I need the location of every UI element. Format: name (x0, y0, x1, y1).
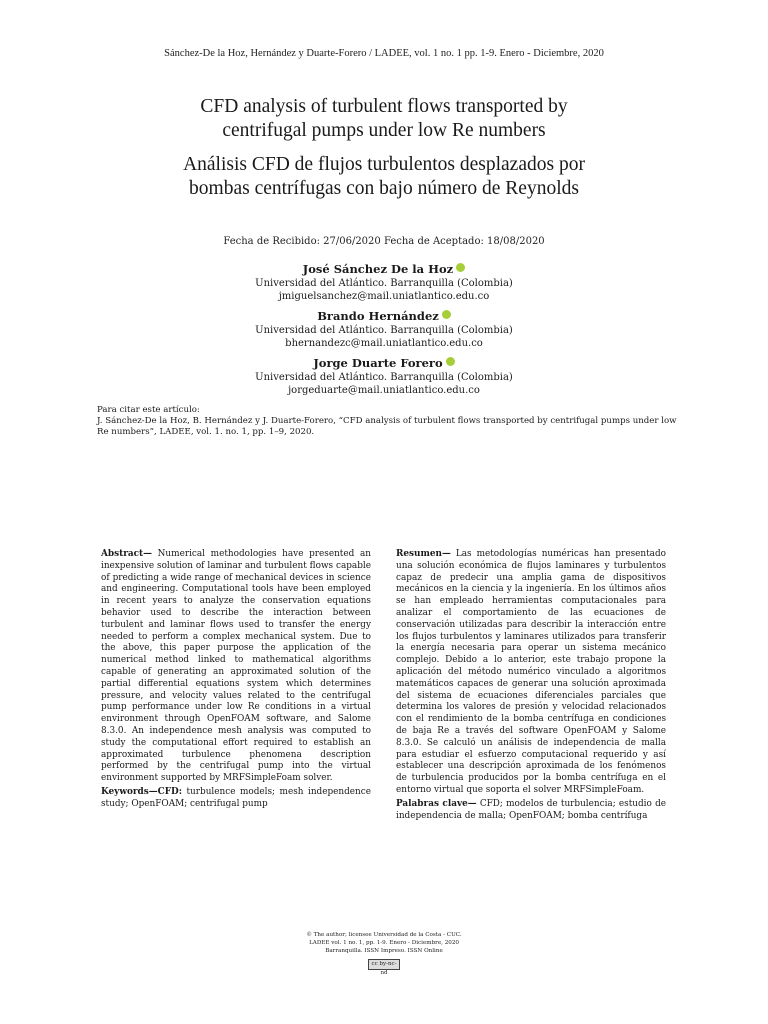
title-english (60, 95, 708, 143)
abstract-body: Numerical methodologies have presented an inexpensive solution of laminar and turbulent flows capable of predicting a wide range of mechanical devices in science and engineering. Computational tools have been employed in recent years to analyze the conservation equations behavior used to describe the interaction between turbulent and laminar flows used to transfer the energy needed to perform a complex mechanical system. Due to the above, this paper purpose the application of the numerical method linked to mathematical algorithms capable of generating an approximated solution of the partial differential equations system which determines pressure, and velocity values related to the centrifugal pump performance under low Re conditions in a virtual environment through OpenFOAM software, and Salome 8.3.0. An independence mesh analysis was computed to study the computational effort required to establish an approximated turbulence phenomena description performed by the centrifugal pump into the virtual environment supported by MRFSimpleFoam solver. (101, 549, 371, 784)
footer-issn: Barranquilla. ISSN Impreso. ISSN Online (325, 948, 443, 954)
abstract-spanish (396, 549, 666, 822)
author-name: Jorge Duarte Forero (313, 356, 443, 370)
author-name: Brando Hernández (317, 309, 439, 323)
palabras-clave-lead: Palabras clave— (396, 798, 477, 809)
abstract-lead: Abstract— (101, 549, 152, 559)
abstract-english (101, 549, 371, 811)
title-es-line-2: bombas centrífugas con bajo número de Reynolds (189, 178, 579, 199)
author-affiliation: Universidad del Atlántico. Barranquilla (Colombia) (255, 278, 513, 289)
creative-commons-badge[interactable]: cc by-nc-nd (368, 959, 400, 970)
footer (0, 931, 768, 977)
title-spanish (60, 153, 708, 201)
keywords-body: turbulence models; mesh independence study; OpenFOAM; centrifugal pump (101, 786, 371, 809)
citation-text: J. Sánchez-De la Hoz, B. Hernández y J. Duarte-Forero, “CFD analysis of turbulent flows transported by centrifugal pumps under low Re numbers”, LADEE, vol. 1. no. 1, pp. 1–9, 2020. (97, 416, 677, 437)
title-es-line-1: Análisis CFD de flujos turbulentos desplazados por (183, 154, 585, 175)
author-list (0, 262, 768, 403)
author-email[interactable]: jorgeduarte@mail.uniatlantico.edu.co (288, 385, 480, 396)
running-header: Sánchez-De la Hoz, Hernández y Duarte-Forero / LADEE, vol. 1 no. 1 pp. 1-9. Enero - Diciembre, 2020 (164, 48, 604, 59)
palabras-clave-body: CFD; modelos de turbulencia; estudio de independencia de malla; OpenFOAM; bomba centrífuga (396, 798, 667, 821)
resumen-lead: Resumen— (396, 549, 451, 559)
author-name: José Sánchez De la Hoz (302, 262, 454, 276)
footer-journal: LADEE vol. 1 no. 1, pp. 1-9. Enero - Diciembre, 2020 (309, 940, 459, 946)
resumen-body: Las metodologías numéricas han presentado una solución económica de flujos laminares y turbulentos capaz de predecir una amplia gama de dispositivos mecánicos en la ciencia y la ingeniería. En los últimos años se han empleado herramientas computacionales para analizar el comportamiento de las ecuaciones de conservación utilizadas para describir la interacción entre los flujos turbulentos y laminares utilizados para transferir la energía necesaria para operar un sistema mecánico complejo. Debido a lo anterior, este trabajo propone la aplicación del método numérico vinculado a algoritmos matemáticos capaces de generar una solución aproximada del sistema de ecuaciones diferenciales parciales que determina los valores de presión y velocidad relacionados con el rendimiento de la bomba centrífuga en condiciones de baja Re a través del software OpenFOAM y Salome 8.3.0. Se calculó un análisis de independencia de malla para estudiar el esfuerzo computacional requerido y así establecer una descripción aproximada de los fenómenos de turbulencia producidos por la bomba centrífuga en el entorno virtual que soporta el solver MRFSimpleFoam. (396, 549, 666, 795)
orcid-icon[interactable] (442, 310, 451, 319)
author-3 (0, 356, 768, 397)
author-email[interactable]: bhernandezc@mail.uniatlantico.edu.co (285, 338, 483, 349)
citation-block (97, 405, 677, 438)
orcid-icon[interactable] (446, 357, 455, 366)
author-affiliation: Universidad del Atlántico. Barranquilla (Colombia) (255, 325, 513, 336)
footer-license: © The author; licensee Universidad de la Costa - CUC. (306, 932, 462, 938)
title-block (60, 95, 708, 201)
author-2 (0, 309, 768, 350)
received-accepted-dates: Fecha de Recibido: 27/06/2020 Fecha de Aceptado: 18/08/2020 (223, 236, 545, 247)
author-1 (0, 262, 768, 303)
title-en-line-2: centrifugal pumps under low Re numbers (222, 120, 546, 141)
author-email[interactable]: jmiguelsanchez@mail.uniatlantico.edu.co (278, 291, 490, 302)
keywords-lead: Keywords—CFD: (101, 786, 182, 797)
orcid-icon[interactable] (456, 263, 465, 272)
title-en-line-1: CFD analysis of turbulent flows transported by (200, 96, 568, 117)
author-affiliation: Universidad del Atlántico. Barranquilla (Colombia) (255, 372, 513, 383)
citation-label: Para citar este artículo: (97, 405, 200, 415)
